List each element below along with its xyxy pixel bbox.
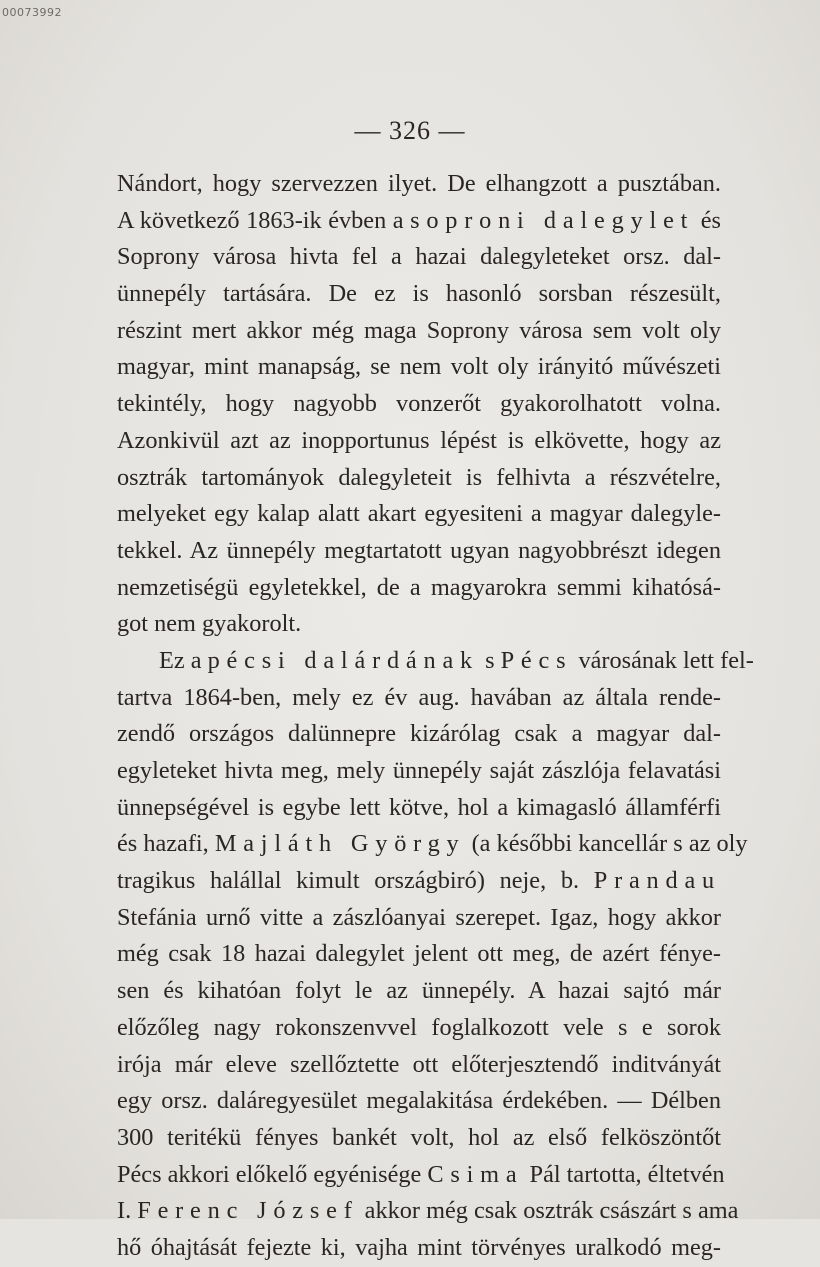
text-segment: Ez a xyxy=(159,646,208,674)
text-segment: I. xyxy=(117,1197,138,1225)
text-line: még csak 18 hazai dalegylet jelent ott meg, de azért fénye- xyxy=(117,940,721,968)
text-segment: és hazafi, xyxy=(117,830,215,858)
text-line: magyar, mint manapság, se nem volt oly irányitó művészeti xyxy=(117,353,721,381)
text-line: 300 teritékü fényes bankét volt, hol az első felköszöntőt xyxy=(117,1123,721,1151)
text-segment: városának lett fel- xyxy=(572,646,754,674)
text-line: osztrák tartományok dalegyleteit is felhivta a részvételre, xyxy=(117,463,721,491)
text-line: előzőleg nagy rokonszenvvel foglalkozott vele s e sorok xyxy=(117,1013,721,1041)
text-line: Soprony városa hivta fel a hazai dalegyleteket orsz. dal- xyxy=(117,243,721,271)
text-line: részint mert akkor még maga Soprony városa sem volt oly xyxy=(117,316,721,344)
spaced-emphasis: Csima xyxy=(427,1160,524,1188)
text-line: zendő országos dalünnepre kizárólag csak a magyar dal- xyxy=(117,720,721,748)
text-line xyxy=(117,863,721,900)
text-line: egy orsz. daláregyesület megalakitása érdekében. — Délben xyxy=(117,1087,721,1115)
text-line xyxy=(117,643,754,680)
text-line: tekkel. Az ünnepély megtartatott ugyan nagyobbrészt idegen xyxy=(117,536,721,564)
text-line: got nem gyakorolt. xyxy=(117,610,302,638)
text-line xyxy=(117,1193,739,1230)
text-line: tekintély, hogy nagyobb vonzerőt gyakorolhatott volna. xyxy=(117,390,721,418)
spaced-emphasis: Prandau xyxy=(593,867,721,895)
text-line: hő óhajtását fejezte ki, vajha mint törvényes uralkodó meg- xyxy=(117,1233,721,1261)
spaced-emphasis: pécsi dalárdának xyxy=(207,646,479,674)
text-line: melyeket egy kalap alatt akart egyesiteni a magyar dalegyle- xyxy=(117,500,721,528)
text-line: Nándort, hogy szervezzen ilyet. De elhangzott a pusztában. xyxy=(117,170,721,197)
text-line: sen és kihatóan folyt le az ünnepély. A hazai sajtó már xyxy=(117,977,721,1005)
text-line: nemzetiségü egyletekkel, de a magyarokra semmi kihatósá- xyxy=(117,573,721,601)
text-line: Azonkivül azt az inopportunus lépést is elkövette, hogy az xyxy=(117,426,721,454)
text-line xyxy=(117,203,721,240)
spaced-emphasis: Ferenc József xyxy=(137,1197,359,1225)
text-line: egyleteket hivta meg, mely ünnepély saját zászlója felavatási xyxy=(117,757,721,784)
text-segment: Pál tartotta, éltetvén xyxy=(523,1160,725,1188)
spaced-emphasis: Pécs xyxy=(500,646,573,674)
text-line xyxy=(117,826,748,863)
text-segment: Pécs akkori előkelő egyénisége xyxy=(117,1160,428,1188)
text-segment: (a későbbi kancellár s az oly xyxy=(465,830,748,858)
text-line: irója már eleve szellőztette ott előterjesztendő inditványát xyxy=(117,1050,721,1078)
spaced-emphasis: soproni dalegylet xyxy=(410,206,695,234)
text-segment: A következő 1863-ik évben a xyxy=(117,206,411,234)
text-line xyxy=(117,1157,725,1194)
text-line: ünnepségével is egybe lett kötve, hol a kimagasló államférfi xyxy=(117,793,721,821)
spaced-emphasis: Majláth György xyxy=(214,830,466,858)
body-text xyxy=(117,166,754,1267)
text-line: Stefánia urnő vitte a zászlóanyai szerepet. Igaz, hogy akkor xyxy=(117,903,721,931)
text-segment: és xyxy=(694,206,721,234)
page-number: — 326 — xyxy=(354,116,466,145)
scan-identifier: 00073992 xyxy=(2,6,62,19)
text-line: ünnepély tartására. De ez is hasonló sorsban részesült, xyxy=(117,280,721,308)
text-segment: tragikus halállal kimult országbiró) neje, b. xyxy=(117,867,594,895)
text-segment: akkor még csak osztrák császárt s ama xyxy=(358,1197,739,1225)
text-segment: s xyxy=(479,646,501,674)
text-line: tartva 1864-ben, mely ez év aug. havában az általa rende- xyxy=(117,683,721,711)
